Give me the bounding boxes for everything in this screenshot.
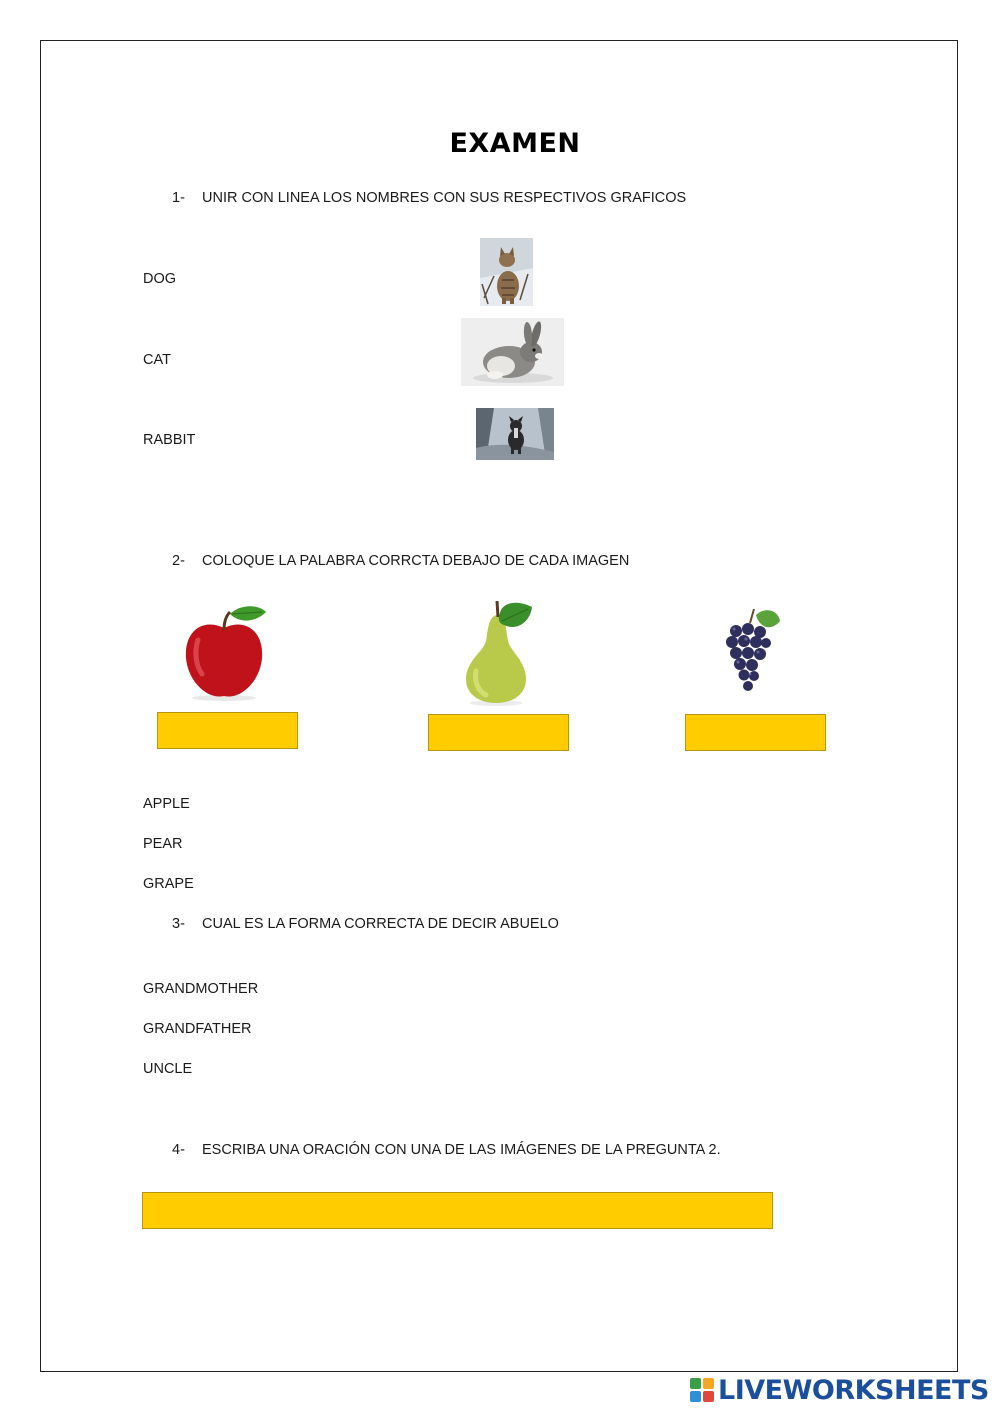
sentence-answer-box[interactable] <box>142 1192 773 1229</box>
grape-answer-box[interactable] <box>685 714 826 751</box>
question-4-number: 4- <box>172 1142 185 1158</box>
question-1 <box>172 190 686 206</box>
page-title: EXAMEN <box>449 128 581 159</box>
question-2 <box>172 553 629 569</box>
apple-image <box>154 600 297 703</box>
dog-image <box>476 408 554 460</box>
pear-answer-box[interactable] <box>428 714 569 751</box>
q1-word-rabbit: RABBIT <box>143 432 196 448</box>
logo-text: LIVEWORKSHEETS <box>718 1374 989 1406</box>
q2-word-apple: APPLE <box>143 796 190 812</box>
question-2-number: 2- <box>172 553 185 569</box>
question-4 <box>172 1142 721 1158</box>
q3-option-grandmother[interactable]: GRANDMOTHER <box>143 981 259 997</box>
cat-image <box>480 238 533 306</box>
pear-image <box>440 595 555 707</box>
q1-word-dog: DOG <box>143 271 177 287</box>
question-3-text: CUAL ES LA FORMA CORRECTA DE DECIR ABUELO <box>202 916 559 932</box>
q3-option-grandfather[interactable]: GRANDFATHER <box>143 1021 252 1037</box>
grape-image <box>720 605 782 697</box>
question-3 <box>172 916 559 932</box>
q2-word-grape: GRAPE <box>143 876 194 892</box>
question-2-text: COLOQUE LA PALABRA CORRCTA DEBAJO DE CADA IMAGEN <box>202 553 630 569</box>
q1-word-cat: CAT <box>143 352 171 368</box>
question-3-number: 3- <box>172 916 185 932</box>
apple-answer-box[interactable] <box>157 712 298 749</box>
question-1-number: 1- <box>172 190 185 206</box>
question-4-text: ESCRIBA UNA ORACIÓN CON UNA DE LAS IMÁGENES DE LA PREGUNTA 2. <box>202 1142 721 1158</box>
liveworksheets-logo <box>690 1373 989 1407</box>
logo-grid-icon <box>690 1378 714 1402</box>
rabbit-image <box>461 318 564 386</box>
q3-option-uncle[interactable]: UNCLE <box>143 1061 193 1077</box>
question-1-text: UNIR CON LINEA LOS NOMBRES CON SUS RESPECTIVOS GRAFICOS <box>202 190 687 206</box>
q2-word-pear: PEAR <box>143 836 183 852</box>
